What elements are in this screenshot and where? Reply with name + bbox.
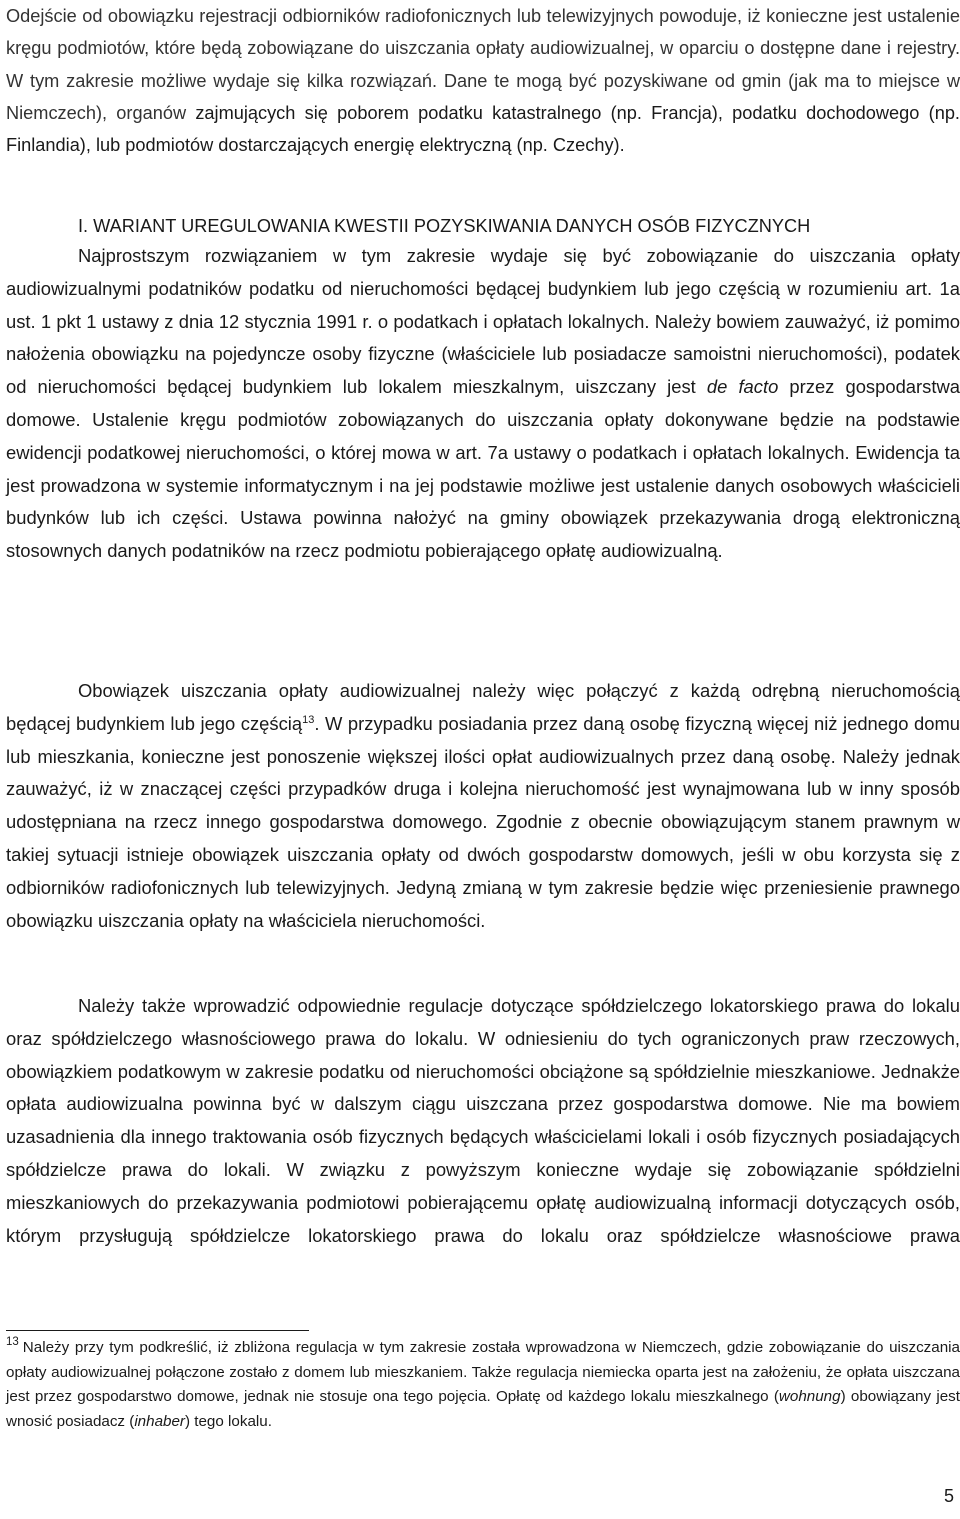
- paragraph-1-italic-term: de facto: [706, 376, 779, 398]
- paragraph-1-text-b: przez gospodarstwa domowe. Ustalenie kręgu podmiotów zobowiązanych do uiszczania opłaty dokonywane będzie na podstawie ewidencji podatkowej nieruchomości, o której mowa w art. 7a ustawy o podatkach i opłatach lokalnych. Ewidencja ta jest prowadzona w systemie informatycznym i na jej podstawie możliwe jest ustalenie danych osobowych właścicieli budynków lub ich części. Ustawa powinna nałożyć na gminy obowiązek przekazywania drogą elektroniczną stosownych danych podatników na rzecz podmiotu pobierającego opłatę audiowizualną.: [6, 376, 960, 562]
- footnote-term-inhaber: inhaber: [134, 1412, 185, 1430]
- paragraph-2: [6, 675, 960, 937]
- paragraph-2-text-a: Obowiązek uiszczania opłaty audiowizualnej należy więc połączyć z każdą odrębną nieruchomością będącej budynkiem lub jego częścią: [6, 680, 960, 734]
- footnote-text-a: Należy przy tym podkreślić, iż zbliżona regulacja w tym zakresie została wprowadzona w Niemczech, gdzie zobowiązanie do uiszczania opłaty audiowizualnej połączone zostało z domem lub mieszkaniem. Także regulacja niemiecka oparta jest na założeniu, że opłata uiszczana jest przez gospodarstwo domowe, jednak nie stosuje ona tego pojęcia. Opłatę od każdego lokalu mieszkalnego (: [6, 1339, 960, 1406]
- footnote-text-c: ) tego lokalu.: [184, 1412, 272, 1430]
- intro-sentence-2: W tym zakresie możliwe wydaje się kilka rozwiązań. Dane te mogą być pozyskiwane od gmin (jak ma to miejsce w Niemczech), organów: [6, 70, 960, 123]
- paragraph-1: [6, 240, 960, 568]
- footnote-term-wohnung: wohnung: [778, 1388, 841, 1406]
- footnote: [6, 1336, 960, 1434]
- intro-paragraph: [6, 0, 960, 161]
- paragraph-2-text-b: . W przypadku posiadania przez daną osobę fizyczną więcej niż jednego domu lub mieszkania, konieczne jest ponoszenie większej ilości opłat audiowizualnych przez daną osobę. Należy jednak zauważyć, iż w znaczącej części przypadków druga i kolejna nieruchomość jest wynajmowana lub w inny sposób udostępniana na rzecz innego gospodarstwa domowego. Zgodnie z obecnie obowiązującym stanem prawnym w takiej sytuacji istnieje obowiązek uiszczania opłaty od dwóch gospodarstw domowych, jeśli w obu korzysta się z odbiorników radiofonicznych lub telewizyjnych. Jedyną zmianą w tym zakresie będzie więc przeniesienie prawnego obowiązku uiszczania opłaty na właściciela nieruchomości.: [6, 712, 960, 931]
- footnote-reference[interactable]: 13: [302, 713, 315, 726]
- intro-sentence-1: Odejście od obowiązku rejestracji odbiorników radiofonicznych lub telewizyjnych powoduje, iż konieczne jest ustalenie kręgu podmiotów, które będą zobowiązane do uiszczania opłaty audiowizualnej, w oparciu o dostępne dane i rejestry.: [6, 6, 960, 59]
- paragraph-3: Należy także wprowadzić odpowiednie regulacje dotyczące spółdzielczego lokatorskiego prawa do lokalu oraz spółdzielczego własnościowego prawa do lokalu. W odniesieniu do tych ograniczonych praw rzeczowych, obowiązkiem podatkowym w zakresie podatku od nieruchomości obciążone są spółdzielnie mieszkaniowe. Jednakże opłata audiowizualna powinna być w dalszym ciągu uiszczana przez gospodarstwa domowe. Nie ma bowiem uzasadnienia dla innego traktowania osób fizycznych będących właścicielami lokali i osób fizycznych posiadających spółdzielcze prawa do lokali. W związku z powyższym konieczne wydaje się zobowiązanie spółdzielni mieszkaniowych do przekazywania podmiotowi pobierającemu opłatę audiowizualną informacji dotyczących osób, którym przysługują spółdzielcze lokatorskiego prawa do lokalu oraz spółdzielcze własnościowe prawa: [6, 995, 960, 1246]
- document-page: [6, 0, 960, 1519]
- footnote-divider: [6, 1330, 309, 1331]
- paragraph-1-text-a: Najprostszym rozwiązaniem w tym zakresie wydaje się być zobowiązanie do uiszczania opłaty audiowizualnymi podatników podatku od nieruchomości będącej budynkiem lub jego częścią w rozumieniu art. 1a ust. 1 pkt 1 ustawy z dnia 12 stycznia 1991 r. o podatkach i opłatach lokalnych. Należy bowiem zauważyć, iż pomimo nałożenia obowiązku na pojedyncze osoby fizyczne (właściciele lub posiadacze samoistni nieruchomości), podatek od nieruchomości będącej budynkiem lub lokalem mieszkalnym, uiszczany jest: [6, 245, 960, 398]
- intro-sentence-3: zajmujących się poborem podatku katastralnego (np. Francja), podatku dochodowego (np. Finlandia), lub podmiotów dostarczających energię elektryczną (np. Czechy).: [6, 102, 960, 156]
- footnote-text-b: ) obowiązany jest wnosić posiadacz (: [6, 1388, 960, 1430]
- page-number: 5: [943, 1486, 954, 1506]
- section-heading: I. WARIANT UREGULOWANIA KWESTII POZYSKIWANIA DANYCH OSÓB FIZYCZNYCH: [78, 216, 811, 236]
- footnote-number: 13: [6, 1336, 19, 1348]
